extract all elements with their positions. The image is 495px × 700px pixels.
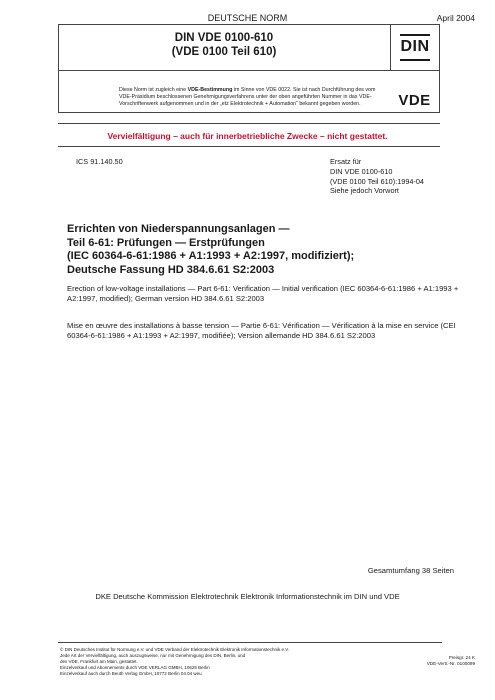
german-title-line-4: Deutsche Fassung HD 384.6.61 S2:2003 <box>67 263 275 276</box>
price-block <box>395 655 475 667</box>
copyright-line-3: des VDE, Frankfurt am Main, gestattet. <box>60 659 138 664</box>
german-title <box>67 223 467 277</box>
footer-divider <box>58 642 442 643</box>
price-group: Preisgr. 24 K <box>448 655 475 660</box>
replacement-line-1: Ersatz für <box>330 157 362 166</box>
vde-statement <box>119 87 387 107</box>
vde-statement-post: im Sinne von VDE 0022. Sie ist nach Durchführung des vom VDE-Präsidium beschlossenen Genehmigungsverfahrens unter der oben angeführten Nummer in das VDE-Vorschriftenwerk aufgenommen und in der „etz Elektrotechnik + Automation“ bekannt gegeben worden. <box>119 87 376 107</box>
copyright-line-4: Einzelverkauf und Abonnements durch VDE VERLAG GMBH, 10625 Berlin <box>60 665 210 670</box>
document-number-din: DIN VDE 0100-610 <box>174 32 274 44</box>
french-title: Mise en œuvre des installations à basse tension — Partie 6-61: Vérification — Vérification à la mise en service (CEI 60364-6-61:1986 + A1:1993 + A2:1997, modifiée); Version allemande HD 384.6.61 S2:2003 <box>67 321 456 340</box>
din-logo <box>400 34 430 62</box>
din-logo-bottom-bar <box>400 59 430 61</box>
order-number: VDE-Vertr.-Nr. 0100099 <box>426 661 475 666</box>
copyright-block <box>60 647 380 677</box>
divider-top <box>58 123 440 124</box>
copyright-line-1: © DIN Deutsches Institut für Normung e.V. und VDE Verband der Elektrotechnik Elektronik Informationstechnik e.V. <box>60 647 290 652</box>
issue-date: April 2004 <box>436 13 475 23</box>
english-title: Erection of low-voltage installations — Part 6-61: Verification — Initial verification (IEC 60364-6-61:1986 + A1:1993 + A2:1997, modified); German version HD 384.6.61 S2:2003 <box>67 284 459 303</box>
dke-line: DKE Deutsche Kommission Elektrotechnik Elektronik Informationstechnik im DIN und VDE <box>95 592 400 601</box>
divider-bottom <box>58 146 440 147</box>
total-pages: Gesamtumfang 38 Seiten <box>367 566 454 575</box>
copy-warning: Vervielfältigung – auch für innerbetriebliche Zwecke – nicht gestattet. <box>107 131 388 141</box>
document-number-vde: (VDE 0100 Teil 610) <box>171 46 277 58</box>
vde-logo: VDE <box>398 92 431 109</box>
german-title-line-3: (IEC 60364-6-61:1986 + A1:1993 + A2:1997, modifiziert); <box>67 250 355 262</box>
replacement-note <box>330 157 424 196</box>
german-title-line-1: Errichten von Niederspannungsanlagen — <box>67 223 290 235</box>
vde-statement-bold: VDE-Bestimmung <box>187 87 233 93</box>
copyright-line-5: Einzelverkauf auch durch Beuth Verlag GmbH, 10772 Berlin 04.04 weu <box>60 671 202 676</box>
norm-label: DEUTSCHE NORM <box>207 13 288 23</box>
vde-statement-pre: Diese Norm ist zugleich eine <box>119 87 188 93</box>
ics-code: ICS 91.140.50 <box>76 157 123 166</box>
replacement-line-2: DIN VDE 0100-610 <box>330 166 393 176</box>
replacement-line-3: (VDE 0100 Teil 610):1994-04 <box>330 176 424 186</box>
copyright-line-2: Jede Art der Vervielfältigung, auch auszugsweise, nur mit Genehmigung des DIN, Berlin, und <box>60 653 246 658</box>
replacement-line-4: Siehe jedoch Vorwort <box>330 186 399 196</box>
din-logo-top-bar <box>400 34 430 36</box>
din-logo-text: DIN <box>400 38 430 55</box>
document-number <box>58 31 390 59</box>
german-title-line-2: Teil 6-61: Prüfungen — Erstprüfungen <box>67 236 265 249</box>
